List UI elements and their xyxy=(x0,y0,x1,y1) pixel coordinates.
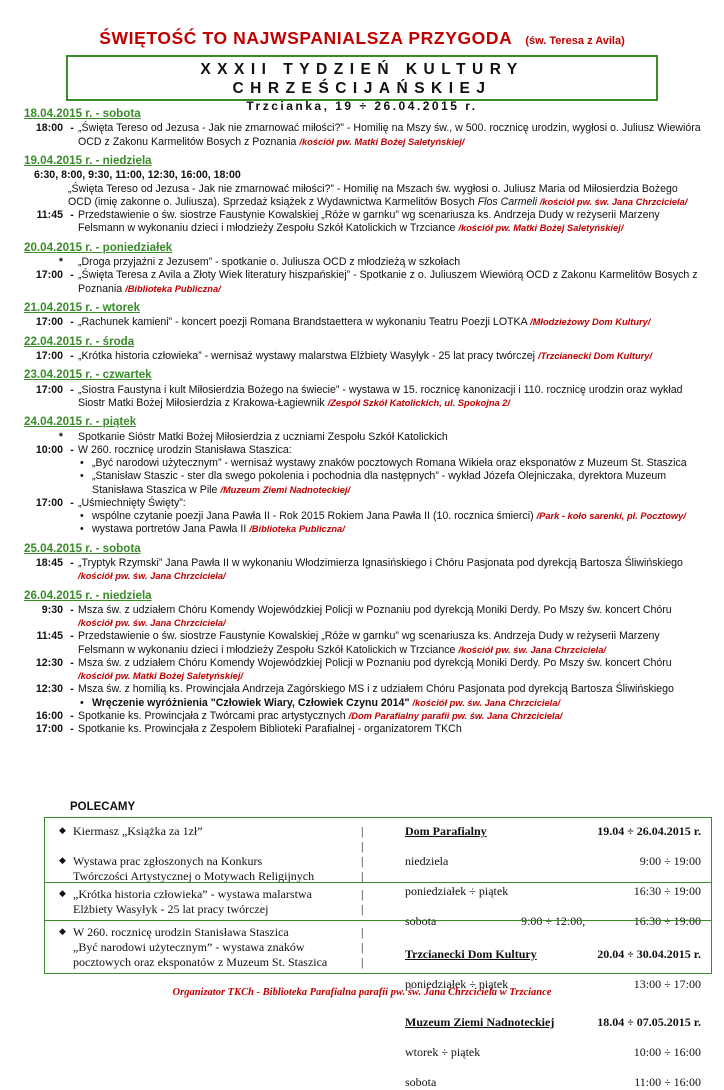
event-row xyxy=(24,209,704,235)
group-separator xyxy=(45,920,711,921)
opening-day: poniedziałek ÷ piątek xyxy=(405,884,509,898)
event-location: /kościół pw. Matki Bożej Saletyńskiej/ xyxy=(299,136,465,147)
event-text: Spotkanie ks. Prowincjała z Zespołem Biblioteki Parafialnej - organizatorem TKCh xyxy=(78,723,462,736)
event-location: /Trzcianecki Dom Kultury/ xyxy=(537,351,652,361)
opening-day: poniedziałek ÷ piątek xyxy=(405,977,509,991)
event-dash: - xyxy=(70,656,74,669)
event-dash: - xyxy=(70,723,74,736)
event-time: 18:00 xyxy=(35,122,63,135)
event-description xyxy=(78,723,704,736)
event-text: „Święta Tereso od Jezusa - Jak nie zmarnować miłości?” - Homilię na Mszy św., w 500. rocznicę urodzin, wygłosi o. Juliusz Wiewióra OCD z Zakonu Karmelitów Bosych z Poznania xyxy=(78,122,701,148)
event-location: /Biblioteka Publiczna/ xyxy=(249,524,345,535)
day-heading: 26.04.2015 r. - niedziela xyxy=(24,588,152,602)
event-dash: - xyxy=(70,269,74,282)
event-text: Msza św. z udziałem Chóru Komendy Wojewódzkiej Policji w Poznaniu pod dyrekcją Moniki Derdy. Po Mszy św. koncert Chóru xyxy=(78,656,672,669)
recommended-item-label: Kiermasz „Książka za 1zł” xyxy=(73,824,203,838)
event-description xyxy=(78,269,704,295)
bullet-icon: • xyxy=(80,457,84,470)
bullet-text xyxy=(92,457,704,470)
group-separator xyxy=(45,882,711,883)
event-row xyxy=(24,444,704,457)
event-description xyxy=(78,384,704,410)
event-description xyxy=(78,630,704,656)
venue-row xyxy=(405,1015,701,1030)
event-description xyxy=(78,350,704,363)
bullet-item xyxy=(24,697,704,710)
recommended-item-label: Twórczości Artystycznej o Motywach Religijnych xyxy=(73,869,315,883)
event-text: „Siostra Faustyna i kult Miłosierdzia Bożego na świecie” - wystawa w 15. rocznicę kanonizacji i 110. rocznicę urodzin oraz wykład Siostr Matki Bożej Miłosierdzia z Krakowa-Łagiewnik xyxy=(78,383,683,409)
event-text: „Rachunek kamieni” - koncert poezji Romana Brandstaettera w wykonaniu Teatru Poezji LOTKA xyxy=(78,316,531,329)
bullet-bold: Wręczenie wyróżnienia "Człowiek Wiary, Człowiek Czynu 2014" xyxy=(92,696,413,709)
event-location: /kościół pw. św. Jana Chrzciciela/ xyxy=(412,697,561,708)
column-divider: | xyxy=(361,902,364,916)
event-text: „Święta Teresa z Avila a Złoty Wiek literatury hiszpańskiej” - Spotkanie z o. Juliuszem Wiewiórą OCD z Zakonu Karmelitów Bosych z Poznania xyxy=(78,269,698,295)
event-time: 17:00 xyxy=(35,269,63,282)
opening-time: 10:00 ÷ 16:00 xyxy=(633,1045,701,1059)
page-subtitle: Trzcianka, 19 ÷ 26.04.2015 r. xyxy=(246,98,478,113)
recommended-item xyxy=(59,955,369,970)
event-text: „Święta Tereso od Jezusa - Jak nie zmarnować miłości?” - Homilię na Mszach św. wygłosi o. Juliusz Maria od Miłosierdzia Bożego OCD (imię zakonne o. Juliusza). Sprzedaż książek z Wydawnictwa Karmelitów Bosych xyxy=(68,182,678,208)
diamond-icon: ◆ xyxy=(59,888,66,898)
event-row xyxy=(24,710,704,723)
bullet-icon: • xyxy=(80,470,84,483)
day-heading: 22.04.2015 r. - środa xyxy=(24,334,135,348)
event-time: 17:00 xyxy=(35,723,63,736)
event-time: 10:00 xyxy=(35,443,63,456)
event-description xyxy=(78,557,704,583)
event-description xyxy=(78,683,704,696)
venue-row xyxy=(405,824,701,839)
event-dash: - xyxy=(70,316,74,329)
opening-time: 16:30 ÷ 19:00 xyxy=(633,884,701,898)
day-heading: 19.04.2015 r. - niedziela xyxy=(24,153,152,167)
opening-day: niedziela xyxy=(405,854,449,868)
event-time: 17:00 xyxy=(35,383,63,396)
event-row xyxy=(24,657,704,683)
event-location: /kościół pw. św. Jana Chrzciciela/ xyxy=(78,618,226,629)
event-location: /Młodzieżowy Dom Kultury/ xyxy=(530,317,651,328)
program-list xyxy=(24,107,704,736)
event-dash: - xyxy=(70,383,74,396)
event-row xyxy=(24,557,704,583)
motto-author: (św. Teresa z Avila) xyxy=(525,35,625,47)
bullet-text xyxy=(92,697,704,710)
event-dash: - xyxy=(70,443,74,456)
event-location: /kościół pw. św. Jana Chrzciciela/ xyxy=(458,644,606,655)
diamond-icon: ◆ xyxy=(59,825,66,835)
event-description xyxy=(24,183,704,209)
diamond-icon: ◆ xyxy=(59,855,66,865)
event-text: Spotkanie ks. Prowincjała z Twórcami prac artystycznych xyxy=(78,709,349,722)
recommended-item-label: „Krótka historia człowieka” - wystawa malarstwa xyxy=(73,887,312,901)
opening-day: sobota xyxy=(405,914,437,928)
event-description xyxy=(78,316,704,329)
bullet-body: wspólne czytanie poezji Jana Pawła II - Rok 2015 Rokiem Jana Pawła II (10. rocznica śmierci) xyxy=(92,510,537,523)
opening-hours-row xyxy=(405,1075,701,1090)
event-location: /kościół pw. Matki Bożej Saletyńskiej/ xyxy=(458,223,624,234)
event-description xyxy=(78,209,704,235)
event-time: 17:00 xyxy=(35,496,63,509)
event-row xyxy=(24,723,704,736)
day-heading: 25.04.2015 r. - sobota xyxy=(24,541,141,555)
event-text: „Uśmiechnięty Święty”: xyxy=(78,496,186,509)
event-row xyxy=(24,683,704,696)
bullet-item xyxy=(24,523,704,536)
event-description xyxy=(78,122,704,148)
event-location: /kościół pw. Matki Bożej Saletyńskiej/ xyxy=(78,671,243,682)
footer-organizer: Organizator TKCh - Biblioteka Parafialna parafii pw. św. Jana Chrzciciela w Trzciance xyxy=(172,987,552,998)
event-location: /Dom Parafialny parafii pw. św. Jana Chrzciciela/ xyxy=(348,710,563,721)
event-time: 17:00 xyxy=(35,316,63,329)
event-location: /kościół pw. św. Jana Chrzciciela/ xyxy=(537,196,688,207)
event-description xyxy=(78,256,704,269)
bullet-body: „Stanisław Staszic - ster dla swego pokolenia i pochodnia dla następnych” - wykład Józefa Olejniczaka, dyrektora Muzeum Stanisława Staszica w Pile xyxy=(92,470,667,496)
event-text: „Krótka historia człowieka” - wernisaż wystawy malarstwa Elżbiety Wasyłyk - 25 lat pracy twórczej xyxy=(78,350,538,362)
bullet-text xyxy=(92,523,704,536)
recommended-item xyxy=(59,824,369,839)
opening-hours-row xyxy=(405,884,701,899)
bullet-item xyxy=(24,457,704,470)
event-text: Msza św. z udziałem Chóru Komendy Wojewódzkiej Policji w Poznaniu pod dyrekcją Moniki Derdy. Po Mszy św. koncert Chóru xyxy=(78,603,672,616)
recommended-item xyxy=(59,902,369,917)
event-location: /Biblioteka Publiczna/ xyxy=(125,283,221,294)
column-divider: | xyxy=(361,887,364,901)
venue-name: Trzcianecki Dom Kultury xyxy=(405,947,537,961)
event-time: 16:00 xyxy=(35,709,63,722)
event-row xyxy=(24,497,704,510)
event-text: „Tryptyk Rzymski” Jana Pawła II w wykonaniu Włodzimierza Ignasińskiego i Chóru Pasjonata pod dyrekcją Bartosza Śliwińskiego xyxy=(78,557,683,570)
column-divider: | xyxy=(361,869,364,883)
opening-time: 9:00 ÷ 19:00 xyxy=(639,854,701,868)
event-dash: - xyxy=(70,603,74,616)
opening-hours-row xyxy=(405,1045,701,1060)
bullet-text xyxy=(92,470,704,496)
event-row xyxy=(24,384,704,410)
event-text: Przedstawienie o św. siostrze Faustynie Kowalskiej „Róże w garnku” wg scenariusza ks. Andrzeja Dudy w reżyserii Marzeny Felsmann w wykonaniu dzieci i młodzieży Zespołu Szkół Katolickich w Trzciance xyxy=(78,630,660,656)
opening-time: 11:00 ÷ 16:00 xyxy=(634,1075,701,1089)
day-heading: 20.04.2015 r. - poniedziałek xyxy=(24,240,173,254)
opening-time: 16:30 ÷ 19:00 xyxy=(633,914,701,928)
recommended-item xyxy=(59,925,369,940)
column-divider: | xyxy=(361,854,364,868)
event-text: Msza św. z homilią ks. Prowincjała Andrzeja Zagórskiego MS i z udziałem Chóru Pasjonata pod dyrekcją Bartosza Śliwińskiego xyxy=(78,683,674,696)
event-location: /Zespół Szkół Katolickich, ul. Spokojna 2/ xyxy=(327,397,511,408)
venue-date-range: 20.04 ÷ 30.04.2015 r. xyxy=(597,947,701,961)
bullet-icon: • xyxy=(80,696,84,709)
event-time: * xyxy=(58,430,63,443)
venue-date-range: 18.04 ÷ 07.05.2015 r. xyxy=(597,1015,701,1029)
opening-hours-row xyxy=(405,854,701,869)
event-dash: - xyxy=(70,122,74,135)
event-text: „Droga przyjaźni z Jezusem” - spotkanie o. Juliusza OCD z młodzieżą w szkołach xyxy=(78,256,461,269)
motto xyxy=(0,28,724,50)
bullet-icon: • xyxy=(80,510,84,523)
event-dash: - xyxy=(70,683,74,696)
event-row xyxy=(24,431,704,444)
recommended-item-label: W 260. rocznicę urodzin Stanisława Staszica xyxy=(73,925,289,939)
event-description xyxy=(78,657,704,683)
event-italic: Flos Carmeli xyxy=(477,195,538,208)
event-description xyxy=(78,431,704,444)
event-dash: - xyxy=(70,709,74,722)
event-description xyxy=(78,444,704,457)
event-time: 18:45 xyxy=(35,557,63,570)
event-dash: - xyxy=(70,557,74,570)
bullet-item xyxy=(24,470,704,496)
event-time: 11:45 xyxy=(36,630,63,643)
event-text: Przedstawienie o św. siostrze Faustynie Kowalskiej „Róże w garnku” wg scenariusza ks. Andrzeja Dudy w reżyserii Marzeny Felsmann w wykonaniu dzieci i młodzieży Zespołu Szkół Katolickich w Trzciance xyxy=(78,209,660,235)
event-time: 12:30 xyxy=(35,656,63,669)
day-heading: 24.04.2015 r. - piątek xyxy=(24,415,137,429)
event-row xyxy=(24,604,704,630)
bullet-body: „Być narodowi użytecznym” - wernisaż wystawy znaków pocztowych Romana Wikieła oraz eksponatów z Muzeum St. Staszica xyxy=(92,457,687,470)
event-row xyxy=(24,316,704,329)
recommended-item-label: „Być narodowi użytecznym” - wystawa znaków xyxy=(73,940,305,954)
event-row xyxy=(24,256,704,269)
page-title: XXXII TYDZIEŃ KULTURY CHRZEŚCIJAŃSKIEJ xyxy=(200,61,524,98)
event-time: 9:30 xyxy=(41,603,63,616)
event-row xyxy=(24,269,704,295)
event-time: 12:30 xyxy=(35,683,63,696)
event-description xyxy=(78,497,704,510)
event-location: /kościół pw. św. Jana Chrzciciela/ xyxy=(78,571,226,582)
recommended-item xyxy=(59,940,369,955)
opening-day: wtorek ÷ piątek xyxy=(405,1045,481,1059)
event-location: /Park - koło sarenki, pl. Pocztowy/ xyxy=(536,511,686,522)
event-text: W 260. rocznicę urodzin Stanisława Staszica: xyxy=(78,443,292,456)
recommended-item-label: Wystawa prac zgłoszonych na Konkurs xyxy=(73,854,263,868)
opening-day: sobota xyxy=(405,1075,437,1089)
diamond-icon: ◆ xyxy=(59,926,66,936)
day-heading: 23.04.2015 r. - czwartek xyxy=(24,368,152,382)
mass-times: 6:30, 8:00, 9:30, 11:00, 12:30, 16:00, 18:00 xyxy=(34,169,241,182)
event-row xyxy=(24,122,704,148)
recommended-item xyxy=(59,887,369,902)
column-divider: | xyxy=(361,824,364,838)
opening-time: 13:00 ÷ 17:00 xyxy=(633,977,701,991)
event-text: Spotkanie Sióstr Matki Bożej Miłosierdzia z uczniami Zespołu Szkół Katolickich xyxy=(78,430,448,443)
venue-row xyxy=(405,947,701,962)
event-time: 11:45 xyxy=(36,209,63,222)
event-dash: - xyxy=(70,496,74,509)
motto-text: ŚWIĘTOŚĆ TO NAJWSPANIALSZA PRZYGODA xyxy=(99,28,513,48)
venue-name: Muzeum Ziemi Nadnoteckiej xyxy=(405,1015,555,1029)
bullet-item xyxy=(24,510,704,523)
column-divider: | xyxy=(361,925,364,939)
event-location: /Muzeum Ziemi Nadnoteckiej/ xyxy=(220,484,351,495)
column-divider: | xyxy=(361,839,364,853)
event-row xyxy=(24,350,704,363)
recommended-item-label: Elżbiety Wasyłyk - 25 lat pracy twórczej xyxy=(73,902,269,916)
bullet-text xyxy=(92,510,704,523)
venue-date-range: 19.04 ÷ 26.04.2015 r. xyxy=(597,824,701,838)
column-divider: | xyxy=(361,955,364,969)
event-dash: - xyxy=(70,630,74,643)
event-row xyxy=(24,630,704,656)
event-description xyxy=(78,604,704,630)
event-time: 17:00 xyxy=(35,350,63,362)
opening-hours-row xyxy=(405,914,701,929)
day-heading: 21.04.2015 r. - wtorek xyxy=(24,300,141,314)
recommended-heading: POLECAMY xyxy=(70,801,136,813)
event-description xyxy=(78,710,704,723)
event-dash: - xyxy=(70,209,74,222)
event-dash: - xyxy=(70,350,74,362)
recommended-item xyxy=(59,854,369,869)
venue-name: Dom Parafialny xyxy=(405,824,487,838)
bullet-icon: • xyxy=(80,523,84,536)
event-time: * xyxy=(58,256,63,269)
column-divider: | xyxy=(361,940,364,954)
recommended-item-label: pocztowych oraz eksponatów z Muzeum St. Staszica xyxy=(73,955,328,969)
title-banner xyxy=(66,55,658,113)
day-heading: 18.04.2015 r. - sobota xyxy=(24,107,141,120)
opening-time-extra: 9:00 ÷ 12:00, xyxy=(521,914,586,928)
bullet-body: wystawa portretów Jana Pawła II xyxy=(92,523,250,536)
